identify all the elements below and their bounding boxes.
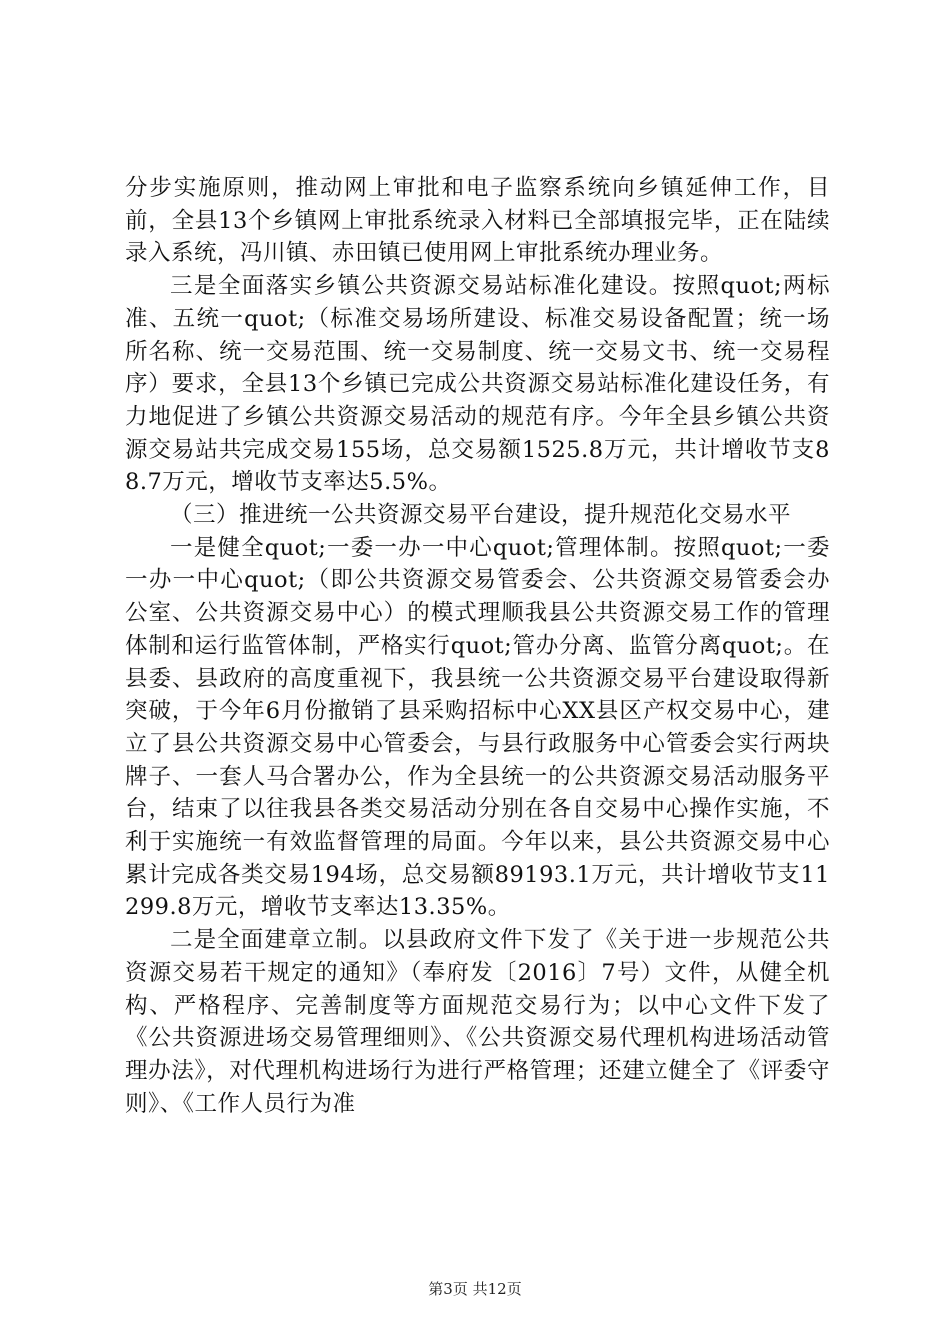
section-heading: （三）推进统一公共资源交易平台建设，提升规范化交易水平: [170, 502, 792, 529]
paragraph-2: 三是全面落实乡镇公共资源交易站标准化建设。按照quot;两标准、五统一quot;（标准交易场所建设、标准交易设备配置；统一场所名称、统一交易范围、统一交易制度、统一交易文书、统一交易程序）要求，全县13个乡镇已完成公共资源交易站标准化建设任务，有力地促进了乡镇公共资源交易活动的规范有序。今年全县乡镇公共资源交易站共完成交易155场，总交易额1525.8万元，共计增收节支88.7万元，增收节支率达5.5%。: [125, 273, 830, 496]
paragraph-4: 二是全面建章立制。以县政府文件下发了《关于进一步规范公共资源交易若干规定的通知》（奉府发〔2016〕7号）文件，从健全机构、严格程序、完善制度等方面规范交易行为；以中心文件下发了《公共资源进场交易管理细则》、《公共资源交易代理机构进场活动管理办法》，对代理机构进场行为进行严格管理；还建立健全了《评委守则》、《工作人员行为准: [125, 927, 830, 1117]
page-number: 第3页 共12页: [428, 1280, 522, 1298]
document-body: [125, 172, 830, 1120]
paragraph-1: 分步实施原则，推动网上审批和电子监察系统向乡镇延伸工作，目前，全县13个乡镇网上审批系统录入材料已全部填报完毕，正在陆续录入系统，冯川镇、赤田镇已使用网上审批系统办理业务。: [125, 175, 830, 267]
paragraph-3: 一是健全quot;一委一办一中心quot;管理体制。按照quot;一委一办一中心quot;（即公共资源交易管委会、公共资源交易管委会办公室、公共资源交易中心）的模式理顺我县公共资源交易工作的管理体制和运行监管体制，严格实行quot;管办分离、监管分离quot;。在县委、县政府的高度重视下，我县统一公共资源交易平台建设取得新突破，于今年6月份撤销了县采购招标中心XX县区产权交易中心，建立了县公共资源交易中心管委会，与县行政服务中心管委会实行两块牌子、一套人马合署办公，作为全县统一的公共资源交易活动服务平台，结束了以往我县各类交易活动分别在各自交易中心操作实施，不利于实施统一有效监督管理的局面。今年以来，县公共资源交易中心累计完成各类交易194场，总交易额89193.1万元，共计增收节支11299.8万元，增收节支率达13.35%。: [125, 534, 830, 921]
